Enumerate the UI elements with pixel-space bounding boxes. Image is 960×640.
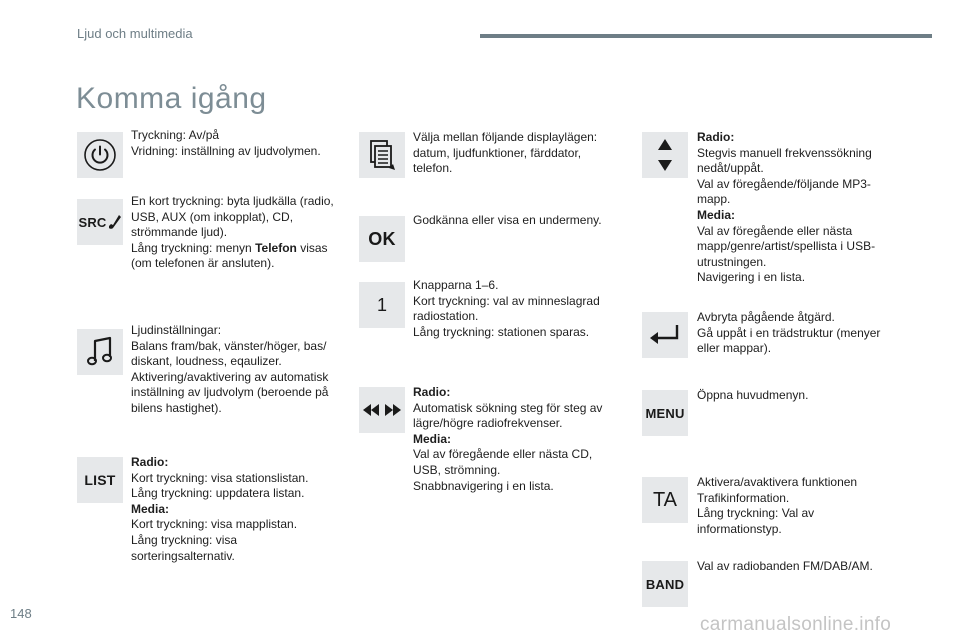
desc-line: Kort tryckning: visa mapplistan.: [131, 517, 298, 532]
desc-line: Val av föregående eller nästa CD, USB, strömning.: [413, 447, 593, 477]
music-note-icon: [87, 336, 113, 368]
desc-line: Lång tryckning: visa sorteringsalternativ.: [131, 532, 238, 563]
updown-description: [697, 130, 897, 286]
stacked-screens-icon: [367, 138, 397, 172]
preset-1-label: 1: [376, 294, 387, 315]
desc-line: Aktivera/avaktivera funktionen Trafikinformation.: [697, 475, 858, 505]
power-icon: [83, 138, 117, 172]
seek-button: [359, 387, 405, 433]
back-arrow-icon: [648, 323, 682, 347]
header-divider: [480, 34, 932, 38]
desc-line: Ljudinställningar:: [131, 323, 222, 337]
section-header: Ljud och multimedia: [77, 26, 193, 41]
band-description: [697, 559, 907, 575]
desc-line: Balans fram/bak, vänster/höger, bas/ diskant, loudness, eqaulizer.: [131, 338, 327, 369]
band-label: BAND: [645, 576, 685, 592]
desc-line: Val av föregående/följande MP3-mapp.: [697, 176, 871, 207]
page-number: 148: [10, 606, 32, 621]
desc-line: Navigering i en lista.: [697, 270, 806, 285]
desc-line: Snabbnavigering i en lista.: [413, 478, 554, 493]
desc-line: Lång tryckning: uppdatera listan.: [131, 486, 305, 501]
menu-button: [642, 390, 688, 436]
ta-button: [642, 477, 688, 523]
menu-label: MENU: [645, 405, 685, 421]
preset-description: [413, 278, 618, 340]
back-button: [642, 312, 688, 358]
desc-line: Avbryta pågående åtgärd.: [697, 310, 835, 324]
band-button: [642, 561, 688, 607]
ok-description: [413, 213, 623, 229]
list-label: LIST: [84, 472, 116, 488]
preset-1-button: [359, 282, 405, 328]
up-down-button: [642, 132, 688, 178]
desc-line: Tryckning: Av/på: [131, 128, 220, 142]
audio-description: [131, 323, 346, 417]
power-button: [77, 132, 123, 178]
desc-line: Lång tryckning: Val av informationstyp.: [697, 506, 815, 536]
desc-line: Knapparna 1–6.: [413, 278, 499, 292]
up-down-arrows-icon: [655, 137, 675, 173]
display-description: [413, 130, 613, 177]
ok-label: OK: [368, 228, 396, 249]
src-label: SRC: [78, 214, 107, 230]
back-description: [697, 310, 897, 357]
desc-line: Val av radiobanden FM/DAB/AM.: [697, 559, 873, 573]
menu-description: [697, 388, 897, 404]
display-mode-button: [359, 132, 405, 178]
desc-line: Lång tryckning: stationen sparas.: [413, 324, 590, 339]
desc-line: Kort tryckning: val av minneslagrad radiostation.: [413, 293, 600, 324]
seek-arrows-icon: [362, 402, 402, 418]
ta-label: TA: [652, 488, 678, 511]
ok-button: [359, 216, 405, 262]
desc-text: visas (om telefonen är ansluten).: [131, 240, 328, 271]
media-heading: Media:: [697, 207, 736, 222]
telefon-term: Telefon: [255, 240, 297, 255]
list-description: [131, 455, 331, 564]
src-description: [131, 194, 346, 272]
power-description: [131, 128, 341, 159]
desc-line: Godkänna eller visa en undermeny.: [413, 213, 602, 227]
ta-description: [697, 475, 897, 537]
watermark: carmanualsonline.info: [700, 614, 892, 635]
desc-line: Val av föregående eller nästa mapp/genre/artist/spellista i USB-utrustningen.: [697, 223, 876, 269]
desc-line: Kort tryckning: visa stationslistan.: [131, 470, 309, 485]
desc-line: [131, 241, 346, 272]
desc-line: Aktivering/avaktivering av automatisk inställning av ljudvolym (beroende på bilens hastighet).: [131, 369, 329, 415]
list-button: [77, 457, 123, 503]
desc-line: Automatisk sökning steg för steg av lägre/högre radiofrekvenser.: [413, 400, 603, 431]
desc-line: Stegvis manuell frekvenssökning nedåt/uppåt.: [697, 145, 872, 176]
radio-heading: Radio:: [413, 385, 451, 399]
src-button: [77, 199, 123, 245]
media-heading: Media:: [131, 501, 170, 516]
page-title: Komma igång: [76, 82, 267, 116]
desc-line: Gå uppåt i en trädstruktur (menyer eller mappar).: [697, 325, 881, 356]
radio-heading: Radio:: [131, 455, 169, 469]
desc-line: Välja mellan följande displaylägen: datum, ljudfunktioner, färddator, telefon.: [413, 130, 598, 176]
media-heading: Media:: [413, 431, 452, 446]
desc-line: Vridning: inställning av ljudvolymen.: [131, 143, 321, 158]
phone-handset-icon: [108, 214, 122, 230]
audio-settings-button: [77, 329, 123, 375]
radio-heading: Radio:: [697, 130, 735, 144]
desc-text: Lång tryckning: menyn: [131, 240, 256, 255]
desc-line: En kort tryckning: byta ljudkälla (radio, USB, AUX (om inkopplat), CD, strömmande ljud).: [131, 194, 334, 240]
seek-description: [413, 385, 618, 494]
desc-line: Öppna huvudmenyn.: [697, 388, 809, 402]
